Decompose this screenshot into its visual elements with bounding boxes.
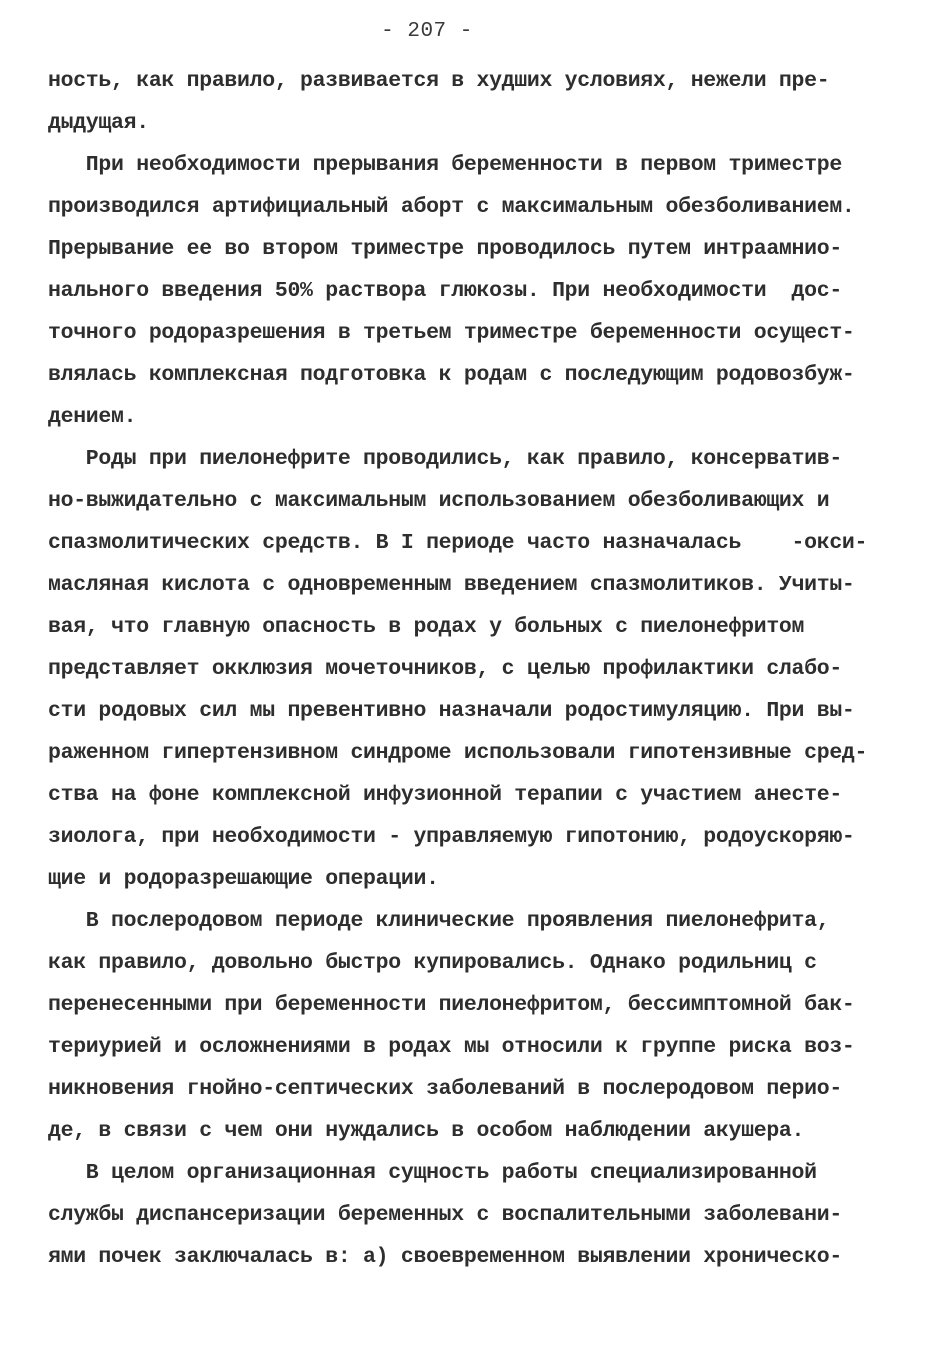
text-line: нального введения 50% раствора глюкозы. При необходимости дос- (48, 279, 842, 303)
text-line: В послеродовом периоде клинические проявления пиелонефрита, (48, 909, 830, 933)
text-line: При необходимости прерывания беременности в первом триместре (48, 153, 842, 177)
text-line: как правило, довольно быстро купировались. Однако родильниц с (48, 951, 817, 975)
text-line: спазмолитических средств. В I периоде часто назначалась -окси- (48, 531, 868, 555)
text-line: производился артифициальный аборт с максимальным обезболиванием. (48, 195, 855, 219)
text-line: дыдущая. (48, 111, 149, 135)
text-line: щие и родоразрешающие операции. (48, 867, 439, 891)
text-line: но-выжидательно с максимальным использованием обезболивающих и (48, 489, 830, 513)
text-line: де, в связи с чем они нуждались в особом наблюдении акушера. (48, 1119, 805, 1143)
text-line: ями почек заключалась в: а) своевременном выявлении хроническо- (48, 1245, 842, 1269)
text-line: Роды при пиелонефрите проводились, как правило, консерватив- (48, 447, 842, 471)
text-line: точного родоразрешения в третьем триместре беременности осущест- (48, 321, 855, 345)
text-line: ность, как правило, развивается в худших условиях, нежели пре- (48, 69, 830, 93)
text-line: никновения гнойно-септических заболеваний в послеродовом перио- (48, 1077, 842, 1101)
text-line: масляная кислота с одновременным введением спазмолитиков. Учиты- (48, 573, 855, 597)
text-line: Прерывание ее во втором триместре проводилось путем интраамнио- (48, 237, 842, 261)
text-line: влялась комплексная подготовка к родам с последующим родовозбуж- (48, 363, 855, 387)
text-line: дением. (48, 405, 137, 429)
text-line: раженном гипертензивном синдроме использовали гипотензивные сред- (48, 741, 868, 765)
text-line: зиолога, при необходимости - управляемую гипотонию, родоускоряю- (48, 825, 855, 849)
text-line: службы диспансеризации беременных с воспалительными заболевани- (48, 1203, 842, 1227)
text-line: сти родовых сил мы превентивно назначали родостимуляцию. При вы- (48, 699, 855, 723)
text-line: вая, что главную опасность в родах у больных с пиелонефритом (48, 615, 805, 639)
page-number: - 207 - (381, 20, 473, 43)
body-text (48, 60, 888, 1278)
text-line: перенесенными при беременности пиелонефритом, бессимптомной бак- (48, 993, 855, 1017)
text-line: ства на фоне комплексной инфузионной терапии с участием анесте- (48, 783, 842, 807)
text-line: представляет окклюзия мочеточников, с целью профилактики слабо- (48, 657, 842, 681)
text-line: В целом организационная сущность работы специализированной (48, 1161, 817, 1185)
text-line: териурией и осложнениями в родах мы относили к группе риска воз- (48, 1035, 855, 1059)
